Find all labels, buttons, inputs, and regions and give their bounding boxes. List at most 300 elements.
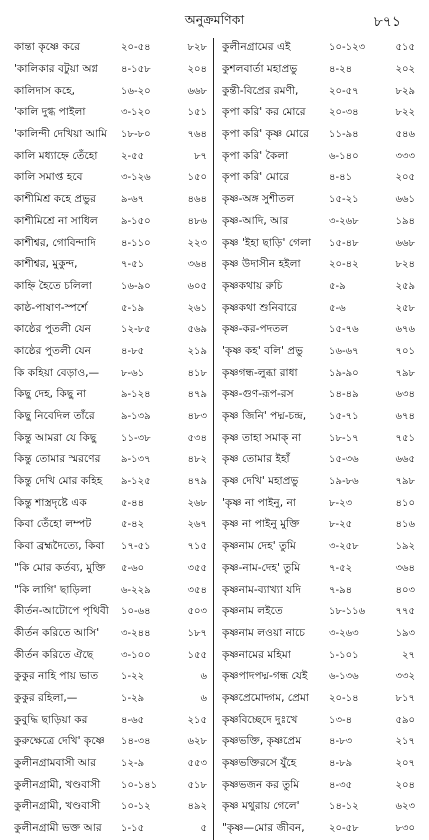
entry-page: ৭৫১ (395, 432, 415, 444)
index-entry (222, 819, 415, 840)
entry-reference: ৪-৮৯ (329, 758, 353, 770)
index-entry (14, 472, 207, 494)
entry-text: কাহ্নি হৈতে চলিলা (14, 279, 92, 292)
entry-reference: ৫-১৯ (121, 302, 145, 314)
entry-reference: ৪-১৫৮ (121, 64, 151, 76)
entry-reference: ২-৫৫ (121, 150, 145, 162)
entry-text: কৃষ্ণনাম লওয়া নাচে (222, 626, 305, 639)
index-entry (222, 407, 415, 429)
entry-text: কৃষ্ণপ্রেমোদ্গম, প্রেমা (222, 691, 309, 704)
index-entry (14, 667, 207, 689)
index-column-right (214, 38, 415, 840)
index-entry (222, 103, 415, 125)
entry-page: ২৬১ (187, 302, 207, 314)
entry-page: ৪৭৯ (187, 476, 207, 488)
entry-page: ২২৩ (187, 237, 207, 249)
entry-text: 'কৃষ্ণ কহ' বলি' প্রভু (222, 344, 304, 357)
entry-page: ৬৬১ (395, 194, 415, 206)
index-entry (222, 732, 415, 754)
entry-page: ১৫০ (187, 172, 207, 184)
entry-page: ৩৬৪ (187, 259, 207, 271)
entry-reference: ৫-৯ (329, 280, 346, 292)
entry-reference: ১-১৫ (121, 823, 145, 835)
entry-reference: ১০-১২ (121, 801, 151, 813)
entry-page: ৪০৩ (395, 584, 415, 596)
entry-reference: ১৫-৭১ (329, 411, 359, 423)
entry-reference: ১৬-৯০ (121, 280, 151, 292)
entry-page: ৩৫৫ (187, 562, 207, 574)
entry-text: কিবা তেঁহো লম্পট (14, 518, 92, 531)
entry-reference: ৯-১২৫ (121, 476, 151, 488)
entry-page: ৬৩৪ (395, 389, 415, 401)
index-entry (222, 602, 415, 624)
entry-page: ২৫৯ (395, 280, 415, 292)
index-entry (14, 38, 207, 60)
entry-page: ৭৭৫ (395, 606, 415, 618)
entry-text: কীর্তন-আটোপে পৃথিবী (14, 605, 109, 618)
entry-page: ৩৩৩ (395, 150, 415, 162)
entry-page: ৬৬৫ (395, 454, 415, 466)
entry-reference: ৩-২৪৪ (121, 627, 151, 639)
entry-text: কান্তা কৃষ্ণে করে (14, 41, 80, 54)
entry-reference: ৭-৫১ (121, 259, 145, 271)
entry-text: কৃষ্ণনামের মহিমা (222, 648, 291, 661)
entry-page: ৮২৪ (395, 259, 415, 271)
entry-page: ২০৫ (395, 172, 415, 184)
entry-reference: ৩-২৫৮ (329, 541, 359, 553)
entry-text: 'কালি দুগ্ধ পাইলা (14, 106, 86, 119)
index-entry (14, 428, 207, 450)
entry-page: ২৬৮ (187, 497, 207, 509)
entry-reference: ৯-১২৪ (121, 389, 151, 401)
entry-text: কৃষ্ণগন্ধ-লুব্ধা রাধা (222, 366, 298, 379)
entry-page: ২১৫ (187, 714, 207, 726)
entry-reference: ১৬-৬৭ (329, 345, 359, 357)
entry-text: কৃষ্ণ না পাইনু মুক্তি (222, 518, 300, 531)
entry-page: ১৫৫ (187, 649, 207, 661)
entry-reference: ৫-৪৪ (121, 497, 145, 509)
entry-page: ২৫৮ (395, 302, 415, 314)
entry-page: ৭৬৪ (187, 129, 207, 141)
index-entry (222, 537, 415, 559)
entry-reference: ১০-১২৩ (329, 42, 366, 54)
index-entry (14, 515, 207, 537)
entry-text: কৃষ্ণ-কর-পদতল (222, 323, 289, 336)
index-entry (14, 710, 207, 732)
entry-page: ৫৪৬ (395, 129, 415, 141)
index-entry (14, 298, 207, 320)
index-entry (14, 233, 207, 255)
entry-reference: ৩-২৬৮ (329, 215, 359, 227)
entry-text: কিবা ব্রহ্মদৈত্যে, কিবা (14, 540, 105, 553)
index-entry (222, 710, 415, 732)
entry-text: কৃষ্ণ-অঙ্গ সুশীতল (222, 193, 295, 206)
entry-reference: ১৮-৮০ (121, 129, 151, 141)
entry-page: ৮২৮ (187, 42, 207, 54)
entry-page: ৬৭৪ (395, 411, 415, 423)
index-entry (222, 624, 415, 646)
entry-reference: ১৯-৯০ (329, 367, 359, 379)
entry-text: কৃষ্ণভক্তিরসে যুঁহে (222, 757, 297, 770)
index-entry (14, 60, 207, 82)
page-number: ৮৭১ (373, 14, 401, 30)
entry-reference: ৩-১২০ (121, 107, 151, 119)
entry-reference: ১২-৮৫ (121, 324, 151, 336)
index-entry (14, 190, 207, 212)
entry-text: কালি মধ্যাহ্নে তেঁহো (14, 149, 98, 162)
index-entry (14, 277, 207, 299)
entry-page: ২৬৭ (187, 519, 207, 531)
entry-text: কৃষ্ণনাম লইতে (222, 605, 283, 618)
index-entry (222, 38, 415, 60)
entry-reference: ৪-২৪ (329, 64, 353, 76)
entry-reference: ১৭-৫১ (121, 541, 151, 553)
index-entry (14, 125, 207, 147)
index-entry (222, 320, 415, 342)
entry-text: কুলীনগ্রামের এই (222, 41, 291, 54)
entry-text: কুকুর রহিলা,— (14, 691, 78, 704)
index-entry (14, 797, 207, 819)
entry-text: কি কহিয়া বেড়াও,— (14, 366, 100, 379)
index-entry (14, 103, 207, 125)
entry-reference: ১৫-২১ (329, 194, 359, 206)
entry-page: ২০৪ (395, 779, 415, 791)
index-entry (222, 363, 415, 385)
entry-reference: ১৬-২০ (121, 85, 151, 97)
entry-text: কৃষ্ণ-আদি, আর (222, 214, 289, 227)
entry-reference: ২০-১৪ (329, 692, 359, 704)
entry-reference: ৯-৬৭ (121, 194, 145, 206)
index-columns (14, 38, 415, 840)
entry-page: ৮২৯ (395, 85, 415, 97)
index-entry (222, 754, 415, 776)
entry-reference: ৬-২২৯ (121, 584, 151, 596)
entry-reference: ৪-৪১ (329, 172, 353, 184)
entry-page: ১৮৭ (187, 627, 207, 639)
entry-page: ২৭ (401, 649, 415, 661)
entry-reference: ৪-১১০ (121, 237, 151, 249)
entry-page: ২০৭ (395, 758, 415, 770)
index-entry (222, 298, 415, 320)
entry-page: ৪৭৯ (187, 389, 207, 401)
entry-page: ৬০৫ (187, 280, 207, 292)
entry-text: কৃষ্ণ উদাসীন হইলা (222, 258, 301, 271)
index-entry (14, 81, 207, 103)
entry-reference: ১২-৯ (121, 758, 145, 770)
entry-text: কৃষ্ণ-নাম-দেহ' তুমি (222, 561, 301, 574)
page-title: অনুক্রমণিকা (184, 12, 245, 27)
entry-reference: ৯-১৩৯ (121, 411, 151, 423)
entry-reference: ৪-৮৩ (329, 736, 353, 748)
entry-text: কৃষ্ণকথা শুনিবারে (222, 301, 297, 314)
index-entry (14, 689, 207, 711)
entry-reference: ৯-১৩৭ (121, 454, 151, 466)
index-entry (222, 342, 415, 364)
entry-reference: ৫-৪২ (121, 519, 145, 531)
index-entry (14, 255, 207, 277)
entry-text: কৃষ্ণ-গুণ-রূপ-রস (222, 388, 294, 401)
entry-reference: ৩-২৬৩ (329, 627, 359, 639)
entry-reference: ৪-৩৫ (329, 779, 353, 791)
index-entry (222, 277, 415, 299)
entry-reference: ৯-১৫০ (121, 215, 151, 227)
index-entry (14, 645, 207, 667)
index-entry (222, 125, 415, 147)
entry-reference: ১৫-৭৬ (329, 324, 359, 336)
index-entry (222, 472, 415, 494)
entry-page: ৭৯৮ (395, 476, 415, 488)
index-entry (222, 689, 415, 711)
entry-text: কৃষ্ণপাদপদ্ম-গন্ধ যেই (222, 670, 308, 683)
entry-page: ৮৭ (194, 150, 207, 162)
index-entry (222, 146, 415, 168)
entry-page: ৪১৮ (187, 367, 207, 379)
index-entry (222, 515, 415, 537)
index-entry (222, 81, 415, 103)
entry-text: কৃষ্ণকথায় রুচি (222, 279, 283, 292)
index-entry (222, 559, 415, 581)
entry-page: ২১৭ (395, 736, 415, 748)
index-entry (222, 428, 415, 450)
entry-page: ৫৬৯ (187, 324, 207, 336)
entry-reference: ২০-৩৪ (329, 107, 359, 119)
entry-reference: ৬-১৪০ (329, 150, 359, 162)
index-entry (14, 407, 207, 429)
entry-reference: ২০-৫৮ (329, 823, 359, 835)
entry-reference: ৩-১০০ (121, 649, 151, 661)
entry-reference: ৪-৬৫ (121, 714, 145, 726)
entry-reference: ২০-৫৪ (121, 42, 151, 54)
entry-text: কৃষ্ণনাম দেহ' তুমি (222, 540, 296, 553)
entry-reference: ৮-৬১ (121, 367, 145, 379)
entry-text: কাশীমিশ্রে না সাধিল (14, 214, 98, 227)
page-header (14, 0, 415, 36)
index-entry (14, 819, 207, 840)
entry-text: কিছু নিবেদিল তাঁরে (14, 410, 95, 423)
entry-text: কুশলবার্তা মহাপ্রভু (222, 63, 298, 76)
entry-text: কাষ্ঠের পুতলী যেন (14, 344, 91, 357)
index-entry (14, 775, 207, 797)
entry-page: ৫০৩ (187, 606, 207, 618)
entry-text: কৃষ্ণ তোমার ইহাঁ (222, 453, 290, 466)
entry-text: কিছু দেহ, কিছু না (14, 388, 87, 401)
entry-text: "কৃষ্ণ—মোর জীবন, (222, 822, 305, 835)
entry-reference: ১৮-১১৬ (329, 606, 366, 618)
index-entry (14, 450, 207, 472)
entry-text: কৃষ্ণভক্তি, কৃষ্ণপ্রেম (222, 735, 302, 748)
entry-page: ৬ (200, 671, 207, 683)
index-entry (14, 385, 207, 407)
entry-text: 'কালিকার বটুয়া অগ্ন (14, 63, 98, 76)
entry-page: ৩৩২ (395, 671, 415, 683)
index-entry (14, 320, 207, 342)
index-entry (222, 190, 415, 212)
entry-page: ৪৬৪ (187, 194, 207, 206)
entry-text: কুলীনগ্রামী, খণ্ডবাসী (14, 800, 101, 813)
entry-text: কিন্তু দেখি মোর কহিহ (14, 475, 103, 488)
entry-text: 'কালিন্দী দেখিয়া আমি (14, 128, 108, 141)
entry-page: ৭৯৮ (395, 367, 415, 379)
entry-reference: ৪-৮৫ (121, 345, 145, 357)
entry-text: কালিদাস কহে, (14, 84, 76, 97)
index-entry (222, 255, 415, 277)
entry-page: ৩৬৪ (395, 562, 415, 574)
index-entry (14, 537, 207, 559)
index-entry (222, 645, 415, 667)
entry-text: কিন্তু আমরা যে কিছু (14, 431, 97, 444)
entry-page: ৫১৫ (395, 42, 415, 54)
entry-reference: ১৮-১৭ (329, 432, 359, 444)
entry-text: কুলীনগ্রামবাসী আর (14, 757, 97, 770)
entry-page: ৪১৬ (395, 519, 415, 531)
index-column-left (14, 38, 214, 840)
entry-reference: ১-২২ (121, 671, 145, 683)
entry-text: কাষ্ঠের পুতলী যেন (14, 323, 91, 336)
entry-reference: ৩-১২৬ (121, 172, 151, 184)
entry-text: কাশীমিশ্র কহে প্রভুর (14, 193, 96, 206)
index-entry (14, 580, 207, 602)
entry-reference: ৭-৯৪ (329, 584, 353, 596)
entry-text: কৃপা করি' কৈলা (222, 149, 289, 162)
entry-text: কৃপা করি' কর মোরে (222, 106, 306, 119)
entry-reference: ১১-৯৪ (329, 129, 359, 141)
index-entry (222, 580, 415, 602)
entry-page: ৫১৮ (187, 779, 207, 791)
entry-page: ৪৮৬ (187, 215, 207, 227)
entry-page: ১৯৩ (395, 627, 415, 639)
entry-reference: ৫-৬ (329, 302, 346, 314)
entry-reference: ৭-৫২ (329, 562, 353, 574)
entry-text: কৃষ্ণবিচ্ছেদে দুঃখে (222, 713, 298, 726)
entry-page: ৬২৮ (187, 736, 207, 748)
index-entry (222, 168, 415, 190)
entry-page: ২০৪ (187, 64, 207, 76)
entry-text: কৃষ্ণ তাহা সমাক্ না (222, 431, 302, 444)
index-entry (14, 602, 207, 624)
entry-text: কিন্তু শাস্ত্রদৃষ্টে এক (14, 496, 87, 509)
entry-text: কীর্তন করিতে ঐছে (14, 648, 94, 661)
entry-text: কাষ্ঠ-পাষাণ-স্পর্শে (14, 301, 88, 314)
entry-page: ৮২২ (395, 107, 415, 119)
entry-reference: ৮-২৩ (329, 497, 353, 509)
entry-page: ৫৫৩ (187, 758, 207, 770)
entry-reference: ১১-৩৮ (121, 432, 151, 444)
entry-page: ৭১৫ (187, 541, 207, 553)
entry-text: কৃষ্ণ দেখি' মহাপ্রভু (222, 475, 299, 488)
entry-text: কুন্তী-বিপ্রের রমণী, (222, 84, 299, 97)
entry-text: কৃষ্ণভজন কর তুমি (222, 778, 300, 791)
index-entry (14, 342, 207, 364)
entry-reference: ২০-৪২ (329, 259, 359, 271)
entry-page: ৪৯২ (187, 801, 207, 813)
entry-reference: ৫-৬০ (121, 562, 145, 574)
entry-reference: ৬-১৩৬ (329, 671, 359, 683)
index-entry (222, 450, 415, 472)
entry-text: কুকুর নাহি পায় ভাত (14, 670, 99, 683)
index-entry (14, 212, 207, 234)
entry-reference: ১৯-৮৬ (329, 476, 359, 488)
entry-page: ২১৯ (187, 345, 207, 357)
entry-text: কুবুদ্ধি ছাড়িয়া কর (14, 713, 88, 726)
entry-reference: ১-২৯ (121, 692, 145, 704)
entry-text: কৃষ্ণনাম-ব্যাখ্যা যদি (222, 583, 301, 596)
entry-page: ৮১৭ (395, 692, 415, 704)
entry-page: ১৯৪ (395, 215, 415, 227)
entry-page: ৫ (200, 823, 207, 835)
index-entry (222, 797, 415, 819)
entry-page: ৫৯০ (395, 714, 415, 726)
index-entry (222, 667, 415, 689)
entry-text: কৃষ্ণ জিনি' পদ্ম-চন্দ্র, (222, 410, 307, 423)
entry-reference: ১-১০১ (329, 649, 359, 661)
entry-text: কৃপা করি' মোরে (222, 171, 289, 184)
entry-reference: ১৪-১২ (329, 801, 359, 813)
index-entry (222, 493, 415, 515)
index-entry (14, 754, 207, 776)
index-entry (14, 559, 207, 581)
entry-page: ১৫১ (187, 107, 207, 119)
entry-reference: ১৪-৩৪ (121, 736, 151, 748)
entry-reference: ১৩-৪ (329, 714, 353, 726)
entry-page: ৬২৩ (395, 801, 415, 813)
entry-text: কীর্তন করিতে আসি' (14, 626, 100, 639)
entry-reference: ১০-৬৪ (121, 606, 151, 618)
entry-text: কৃপা করি' কৃষ্ণ মোরে (222, 128, 309, 141)
index-entry (14, 624, 207, 646)
entry-page: ৫৩৪ (187, 432, 207, 444)
entry-page: ৪৮৩ (187, 411, 207, 423)
entry-page: ৭০১ (395, 345, 415, 357)
entry-reference: ১০-১৪১ (121, 779, 158, 791)
entry-page: ৬ (200, 692, 207, 704)
entry-text: "কি মোর কর্তব্য, মুক্তি (14, 561, 106, 574)
index-entry (222, 385, 415, 407)
index-entry (14, 493, 207, 515)
index-entry (14, 168, 207, 190)
entry-reference: ১৫-৪৮ (329, 237, 359, 249)
entry-text: "কি লাগি' ছাড়িলা (14, 583, 91, 596)
entry-page: ১৯২ (395, 541, 415, 553)
entry-page: ৪৮২ (187, 454, 207, 466)
entry-text: কালি সমাপ্ত হবে (14, 171, 83, 184)
index-entry (222, 233, 415, 255)
entry-text: কৃষ্ণ মথুরায় গেলে' (222, 800, 300, 813)
entry-text: 'কৃষ্ণ না পাইনু, না (222, 496, 296, 509)
entry-text: কাশীশ্বর, গোবিন্দাদি (14, 236, 96, 249)
entry-text: কুরুক্ষেত্রে দেখি' কৃষ্ণে (14, 735, 105, 748)
entry-page: ৪১০ (395, 497, 415, 509)
index-entry (222, 212, 415, 234)
entry-reference: ২০-৫৭ (329, 85, 359, 97)
entry-text: কুলীনগ্রামী, খণ্ডবাসী (14, 778, 101, 791)
entry-page: ২০২ (395, 64, 415, 76)
entry-page: ৬৭৬ (395, 324, 415, 336)
entry-text: কাশীশ্বর, মুকুন্দ, (14, 258, 78, 271)
entry-reference: ৮-২৫ (329, 519, 353, 531)
index-entry (222, 775, 415, 797)
entry-page: ৬৬৮ (395, 237, 415, 249)
entry-page: ৩৫৪ (187, 584, 207, 596)
index-entry (14, 732, 207, 754)
index-entry (14, 363, 207, 385)
index-entry (222, 60, 415, 82)
index-entry (14, 146, 207, 168)
entry-reference: ১৫-৩৬ (329, 454, 359, 466)
entry-text: কুলীনগ্রামী ভক্ত আর (14, 822, 102, 835)
entry-text: কিন্তু তোমার স্মরণের (14, 453, 101, 466)
entry-page: ৮৩০ (395, 823, 415, 835)
entry-reference: ১৪-৪৯ (329, 389, 359, 401)
